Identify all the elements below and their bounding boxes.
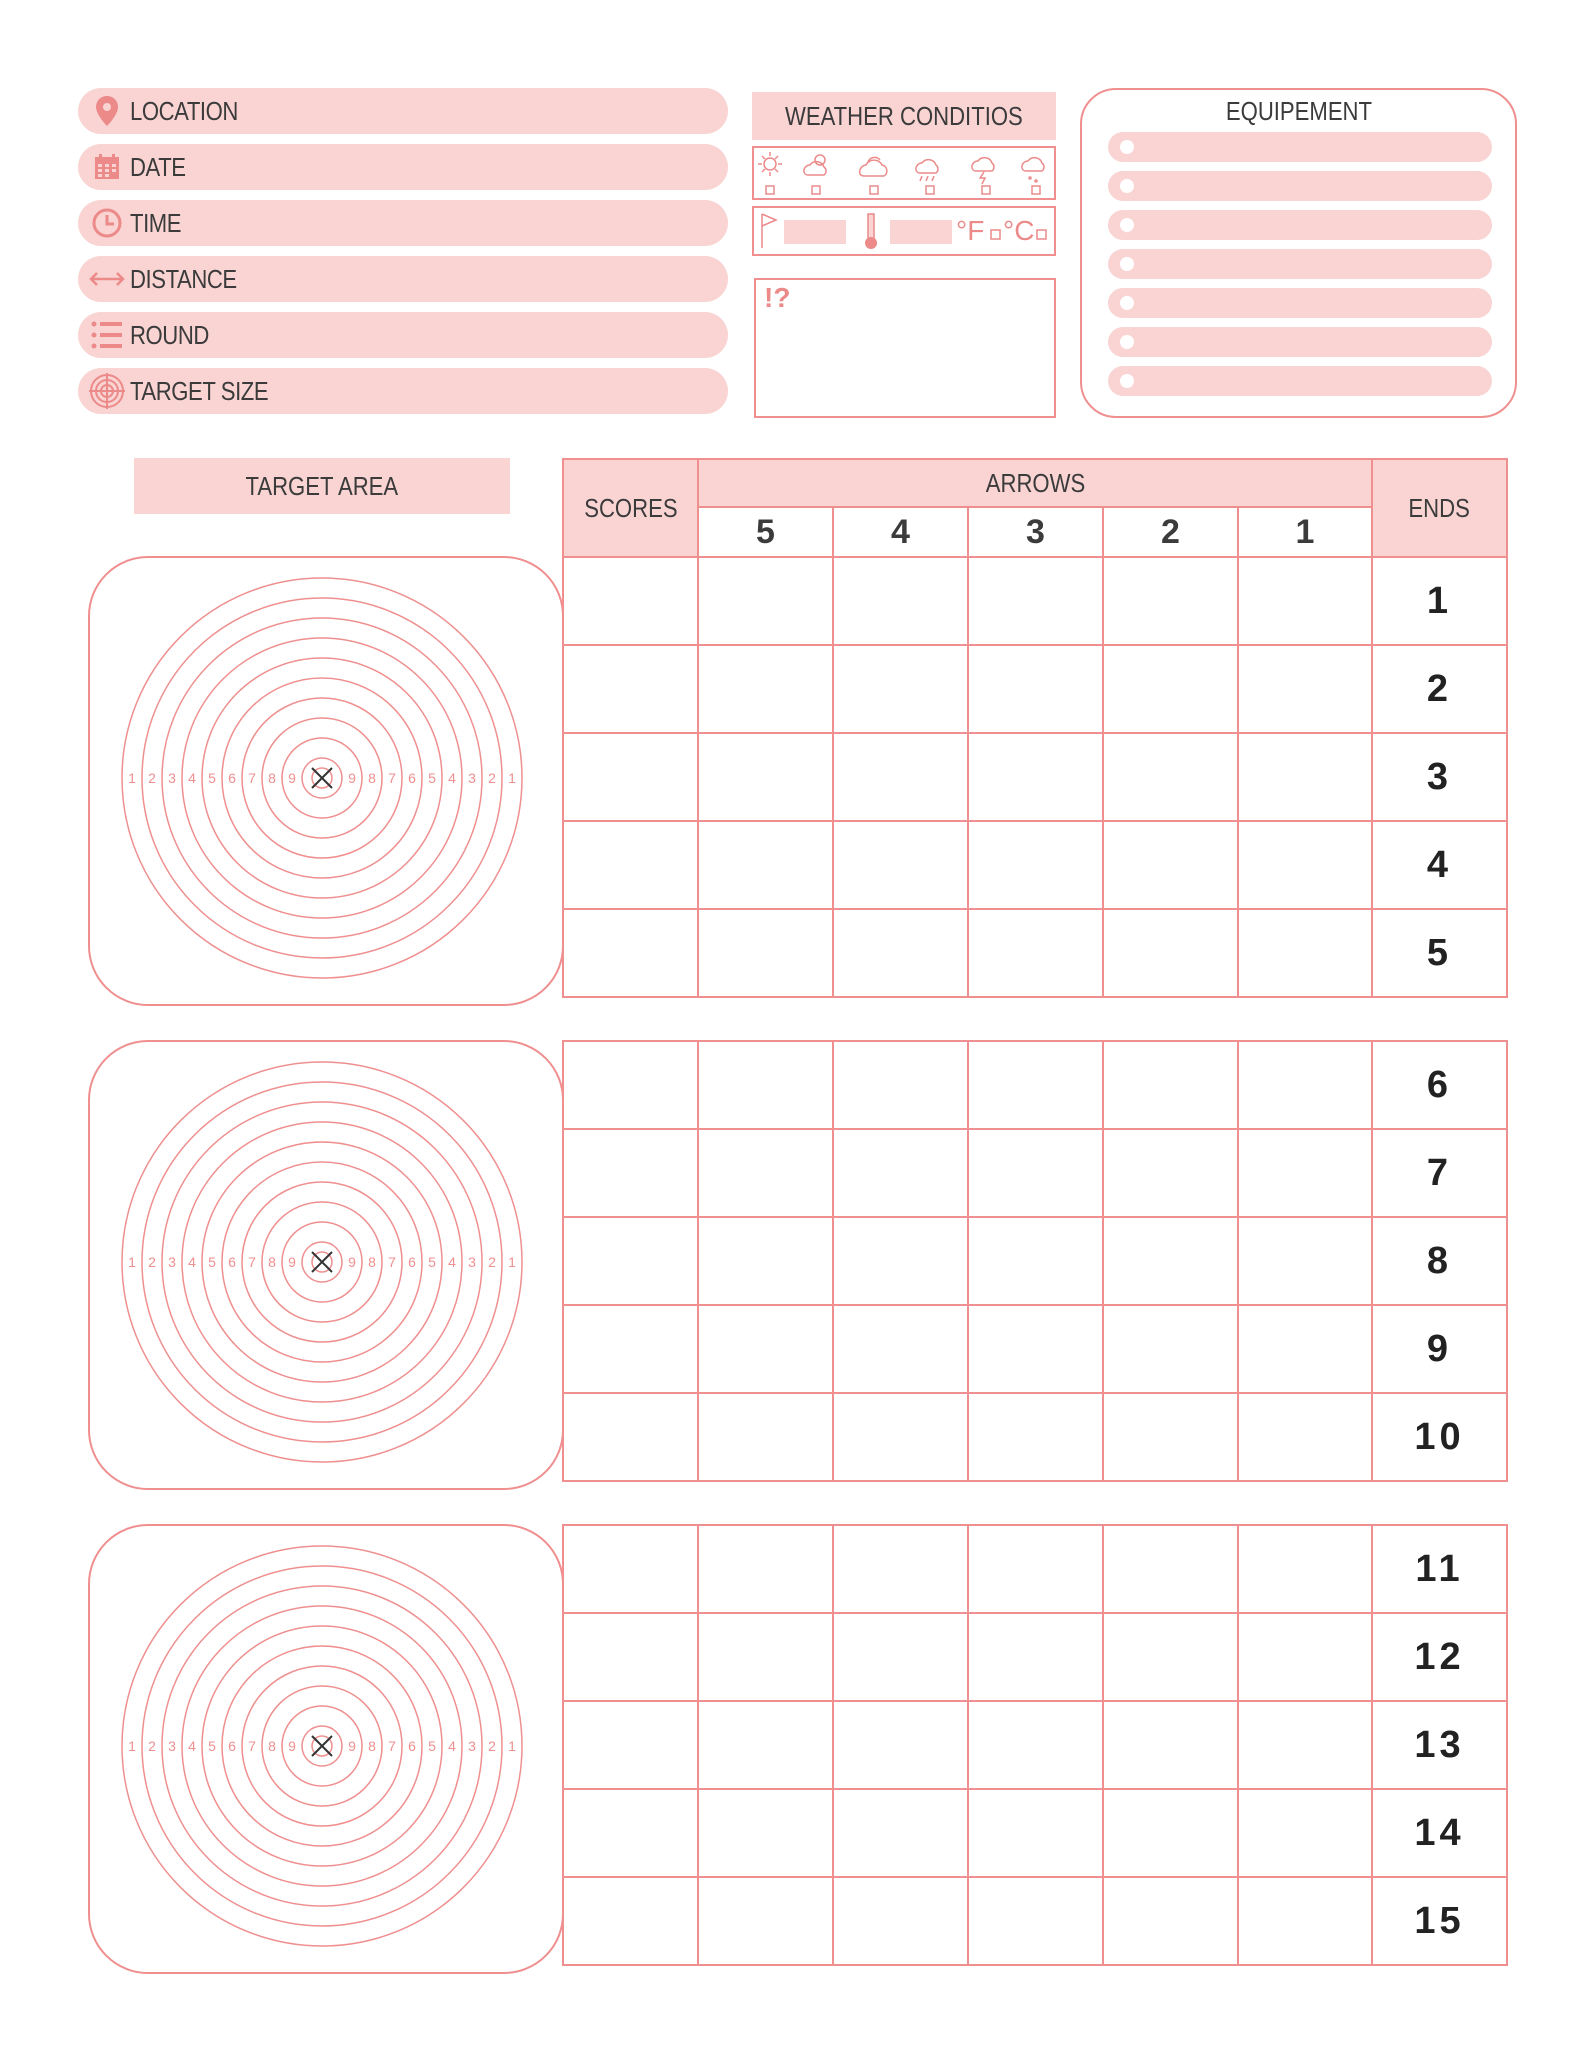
arrow-score-cell[interactable] bbox=[967, 1876, 1104, 1966]
arrow-score-cell[interactable] bbox=[832, 1392, 969, 1482]
arrow-score-cell[interactable] bbox=[1102, 1040, 1239, 1130]
score-cell[interactable] bbox=[562, 1788, 699, 1878]
arrow-score-cell[interactable] bbox=[967, 1040, 1104, 1130]
ring-label: 1 bbox=[128, 770, 136, 786]
arrow-score-cell[interactable] bbox=[1237, 1612, 1373, 1702]
arrow-score-cell[interactable] bbox=[832, 1128, 969, 1218]
arrow-number: 2 bbox=[1102, 506, 1239, 558]
arrow-score-cell[interactable] bbox=[832, 556, 969, 646]
ring-label: 3 bbox=[168, 770, 176, 786]
ends-header: ENDS bbox=[1371, 458, 1508, 558]
arrow-score-cell[interactable] bbox=[697, 1216, 834, 1306]
arrow-score-cell[interactable] bbox=[1237, 556, 1373, 646]
ring-label: 6 bbox=[408, 1254, 416, 1270]
ring-label: 7 bbox=[248, 1254, 256, 1270]
arrow-score-cell[interactable] bbox=[1237, 732, 1373, 822]
arrow-score-cell[interactable] bbox=[697, 644, 834, 734]
thermometer-icon bbox=[865, 214, 877, 249]
arrow-score-cell[interactable] bbox=[967, 732, 1104, 822]
ring-label: 7 bbox=[248, 1738, 256, 1754]
arrow-score-cell[interactable] bbox=[1102, 1392, 1239, 1482]
ring-label: 8 bbox=[268, 1254, 276, 1270]
equipment-line[interactable] bbox=[1108, 249, 1492, 279]
ring-label: 6 bbox=[228, 1738, 236, 1754]
equipment-line[interactable] bbox=[1108, 132, 1492, 162]
score-cell[interactable] bbox=[562, 1216, 699, 1306]
score-cell[interactable] bbox=[562, 644, 699, 734]
arrow-score-cell[interactable] bbox=[967, 1612, 1104, 1702]
score-cell[interactable] bbox=[562, 908, 699, 998]
ring-label: 2 bbox=[488, 1738, 496, 1754]
arrow-score-cell[interactable] bbox=[697, 1128, 834, 1218]
arrow-number: 3 bbox=[967, 506, 1104, 558]
target-center-x-icon bbox=[312, 1252, 332, 1272]
ring-label: 4 bbox=[448, 1738, 456, 1754]
arrow-score-cell[interactable] bbox=[697, 1788, 834, 1878]
scores-header: SCORES bbox=[562, 458, 699, 558]
arrow-score-cell[interactable] bbox=[697, 1304, 834, 1394]
equipment-line[interactable] bbox=[1108, 327, 1492, 357]
arrow-score-cell[interactable] bbox=[697, 1392, 834, 1482]
arrow-score-cell[interactable] bbox=[1102, 908, 1239, 998]
ring-label: 5 bbox=[428, 770, 436, 786]
equipment-line[interactable] bbox=[1108, 288, 1492, 318]
ring-label: 9 bbox=[288, 1738, 296, 1754]
arrow-score-cell[interactable] bbox=[697, 1700, 834, 1790]
arrow-score-cell[interactable] bbox=[967, 644, 1104, 734]
ring-label: 4 bbox=[188, 770, 196, 786]
location-label: LOCATION bbox=[130, 95, 238, 126]
weather-conditions-row bbox=[752, 146, 1056, 200]
rain-icon bbox=[916, 160, 938, 181]
end-number: 12 bbox=[1371, 1612, 1508, 1702]
arrow-score-cell[interactable] bbox=[1102, 820, 1239, 910]
arrow-score-cell[interactable] bbox=[1237, 1128, 1373, 1218]
ring-label: 9 bbox=[348, 1254, 356, 1270]
ring-label: 1 bbox=[508, 1738, 516, 1754]
distance-arrows-icon bbox=[88, 260, 126, 298]
arrow-score-cell[interactable] bbox=[1237, 1392, 1373, 1482]
arrow-score-cell[interactable] bbox=[832, 1040, 969, 1130]
score-cell[interactable] bbox=[562, 820, 699, 910]
celsius-label: °C bbox=[1003, 215, 1035, 246]
clock-icon bbox=[88, 204, 126, 242]
end-number: 9 bbox=[1371, 1304, 1508, 1394]
storm-icon bbox=[972, 158, 994, 184]
ring-label: 6 bbox=[228, 1254, 236, 1270]
ring-label: 4 bbox=[448, 770, 456, 786]
ring-label: 5 bbox=[208, 1738, 216, 1754]
ring-label: 5 bbox=[208, 1254, 216, 1270]
target-card bbox=[88, 1040, 564, 1490]
arrow-score-cell[interactable] bbox=[1237, 1524, 1373, 1614]
ring-label: 2 bbox=[148, 1254, 156, 1270]
arrow-score-cell[interactable] bbox=[967, 1304, 1104, 1394]
arrow-score-cell[interactable] bbox=[1102, 1524, 1239, 1614]
equipment-panel bbox=[1080, 88, 1517, 418]
ring-label: 3 bbox=[468, 1738, 476, 1754]
arrow-score-cell[interactable] bbox=[967, 1700, 1104, 1790]
date-label: DATE bbox=[130, 151, 186, 182]
equipment-title: EQUIPEMENT bbox=[1225, 96, 1372, 126]
ring-label: 9 bbox=[288, 1254, 296, 1270]
arrow-score-cell[interactable] bbox=[1102, 1304, 1239, 1394]
ring-label: 1 bbox=[128, 1738, 136, 1754]
notes-icon: !? bbox=[764, 282, 791, 313]
score-cell[interactable] bbox=[562, 1612, 699, 1702]
arrow-score-cell[interactable] bbox=[967, 908, 1104, 998]
wind-temperature-row bbox=[752, 206, 1056, 256]
arrow-score-cell[interactable] bbox=[832, 732, 969, 822]
arrow-score-cell[interactable] bbox=[697, 908, 834, 998]
distance-label: DISTANCE bbox=[130, 263, 237, 294]
arrow-score-cell[interactable] bbox=[967, 820, 1104, 910]
target-area-header: TARGET AREA bbox=[134, 458, 510, 514]
end-number: 10 bbox=[1371, 1392, 1508, 1482]
arrow-score-cell[interactable] bbox=[1237, 1040, 1373, 1130]
weather-notes-box[interactable] bbox=[754, 278, 1056, 418]
arrow-score-cell[interactable] bbox=[1237, 1876, 1373, 1966]
arrow-score-cell[interactable] bbox=[967, 1392, 1104, 1482]
ring-label: 3 bbox=[468, 1254, 476, 1270]
ring-label: 2 bbox=[488, 770, 496, 786]
arrow-score-cell[interactable] bbox=[967, 1524, 1104, 1614]
arrow-score-cell[interactable] bbox=[832, 1216, 969, 1306]
score-cell[interactable] bbox=[562, 1876, 699, 1966]
arrow-score-cell[interactable] bbox=[832, 644, 969, 734]
partly-cloudy-icon bbox=[804, 155, 826, 175]
score-cell[interactable] bbox=[562, 556, 699, 646]
ring-label: 6 bbox=[408, 770, 416, 786]
round-field[interactable] bbox=[78, 312, 728, 358]
end-number: 5 bbox=[1371, 908, 1508, 998]
arrow-score-cell[interactable] bbox=[832, 1304, 969, 1394]
score-cell[interactable] bbox=[562, 1524, 699, 1614]
target-face[interactable] bbox=[90, 1526, 562, 1972]
arrow-score-cell[interactable] bbox=[1237, 820, 1373, 910]
score-cell[interactable] bbox=[562, 1392, 699, 1482]
ring-label: 9 bbox=[348, 770, 356, 786]
target-center-x-icon bbox=[312, 1736, 332, 1756]
ring-label: 8 bbox=[368, 1738, 376, 1754]
ring-label: 2 bbox=[488, 1254, 496, 1270]
arrow-score-cell[interactable] bbox=[832, 820, 969, 910]
arrow-score-cell[interactable] bbox=[697, 732, 834, 822]
target-card bbox=[88, 556, 564, 1006]
ring-label: 3 bbox=[468, 770, 476, 786]
equipment-line[interactable] bbox=[1108, 366, 1492, 396]
date-field[interactable] bbox=[78, 144, 728, 190]
end-number: 1 bbox=[1371, 556, 1508, 646]
end-number: 11 bbox=[1371, 1524, 1508, 1614]
arrow-score-cell[interactable] bbox=[697, 1040, 834, 1130]
ring-label: 7 bbox=[388, 770, 396, 786]
ring-label: 1 bbox=[508, 1254, 516, 1270]
ring-label: 4 bbox=[188, 1254, 196, 1270]
arrow-score-cell[interactable] bbox=[967, 1788, 1104, 1878]
score-cell[interactable] bbox=[562, 1040, 699, 1130]
arrow-number: 5 bbox=[697, 506, 834, 558]
ring-label: 8 bbox=[268, 1738, 276, 1754]
target-card bbox=[88, 1524, 564, 1974]
ring-label: 8 bbox=[268, 770, 276, 786]
end-number: 6 bbox=[1371, 1040, 1508, 1130]
equipment-line[interactable] bbox=[1108, 210, 1492, 240]
arrow-score-cell[interactable] bbox=[697, 820, 834, 910]
ring-label: 7 bbox=[388, 1254, 396, 1270]
ring-label: 7 bbox=[388, 1738, 396, 1754]
target-size-field[interactable] bbox=[78, 368, 728, 414]
target-size-label: TARGET SIZE bbox=[130, 375, 269, 406]
arrow-score-cell[interactable] bbox=[832, 1700, 969, 1790]
arrow-score-cell[interactable] bbox=[832, 908, 969, 998]
ring-label: 5 bbox=[208, 770, 216, 786]
ring-label: 2 bbox=[148, 770, 156, 786]
snow-icon bbox=[1022, 158, 1044, 182]
arrow-score-cell[interactable] bbox=[832, 1788, 969, 1878]
arrow-score-cell[interactable] bbox=[697, 1876, 834, 1966]
weather-header: WEATHER CONDITIOS bbox=[752, 92, 1056, 140]
arrow-score-cell[interactable] bbox=[1102, 556, 1239, 646]
arrow-score-cell[interactable] bbox=[832, 1876, 969, 1966]
arrow-score-cell[interactable] bbox=[1102, 1700, 1239, 1790]
arrow-score-cell[interactable] bbox=[1102, 644, 1239, 734]
sun-icon bbox=[758, 152, 782, 176]
arrow-score-cell[interactable] bbox=[1102, 1216, 1239, 1306]
score-cell[interactable] bbox=[562, 1700, 699, 1790]
ring-label: 6 bbox=[228, 770, 236, 786]
arrow-number: 4 bbox=[832, 506, 969, 558]
arrow-score-cell[interactable] bbox=[1237, 1216, 1373, 1306]
equipment-line[interactable] bbox=[1108, 171, 1492, 201]
fahrenheit-label: °F bbox=[956, 215, 985, 246]
ring-label: 5 bbox=[428, 1254, 436, 1270]
end-number: 2 bbox=[1371, 644, 1508, 734]
arrow-score-cell[interactable] bbox=[1237, 1700, 1373, 1790]
arrow-score-cell[interactable] bbox=[832, 1524, 969, 1614]
ring-label: 9 bbox=[288, 770, 296, 786]
end-number: 3 bbox=[1371, 732, 1508, 822]
round-label: ROUND bbox=[130, 319, 209, 350]
end-number: 15 bbox=[1371, 1876, 1508, 1966]
end-number: 8 bbox=[1371, 1216, 1508, 1306]
arrow-score-cell[interactable] bbox=[1237, 1304, 1373, 1394]
arrow-score-cell[interactable] bbox=[1102, 1612, 1239, 1702]
arrow-score-cell[interactable] bbox=[1102, 1876, 1239, 1966]
distance-field[interactable] bbox=[78, 256, 728, 302]
location-pin-icon bbox=[88, 92, 126, 130]
ring-label: 7 bbox=[248, 770, 256, 786]
target-crosshair-icon bbox=[88, 372, 126, 410]
arrow-score-cell[interactable] bbox=[967, 1216, 1104, 1306]
time-field[interactable] bbox=[78, 200, 728, 246]
location-field[interactable] bbox=[78, 88, 728, 134]
score-cell[interactable] bbox=[562, 732, 699, 822]
arrow-score-cell[interactable] bbox=[967, 556, 1104, 646]
ring-label: 9 bbox=[348, 1738, 356, 1754]
score-cell[interactable] bbox=[562, 1304, 699, 1394]
wind-flag-icon bbox=[762, 214, 776, 248]
ring-label: 1 bbox=[128, 1254, 136, 1270]
ring-label: 4 bbox=[188, 1738, 196, 1754]
arrow-score-cell[interactable] bbox=[1102, 1128, 1239, 1218]
target-face[interactable] bbox=[90, 1042, 562, 1488]
end-number: 14 bbox=[1371, 1788, 1508, 1878]
arrow-score-cell[interactable] bbox=[1102, 732, 1239, 822]
arrow-score-cell[interactable] bbox=[1102, 1788, 1239, 1878]
arrow-number: 1 bbox=[1237, 506, 1373, 558]
end-number: 13 bbox=[1371, 1700, 1508, 1790]
arrow-score-cell[interactable] bbox=[1237, 908, 1373, 998]
list-icon bbox=[88, 316, 126, 354]
arrow-score-cell[interactable] bbox=[697, 1612, 834, 1702]
ring-label: 1 bbox=[508, 770, 516, 786]
arrow-score-cell[interactable] bbox=[697, 556, 834, 646]
end-number: 7 bbox=[1371, 1128, 1508, 1218]
time-label: TIME bbox=[130, 207, 182, 238]
calendar-icon bbox=[88, 148, 126, 186]
arrows-header: ARROWS bbox=[697, 458, 1373, 508]
arrow-score-cell[interactable] bbox=[1237, 1788, 1373, 1878]
arrow-score-cell[interactable] bbox=[832, 1612, 969, 1702]
ring-label: 5 bbox=[428, 1738, 436, 1754]
ring-label: 6 bbox=[408, 1738, 416, 1754]
score-cell[interactable] bbox=[562, 1128, 699, 1218]
ring-label: 3 bbox=[168, 1254, 176, 1270]
target-center-x-icon bbox=[312, 768, 332, 788]
ring-label: 3 bbox=[168, 1738, 176, 1754]
ring-label: 8 bbox=[368, 770, 376, 786]
target-face[interactable] bbox=[90, 558, 562, 1004]
arrow-score-cell[interactable] bbox=[1237, 644, 1373, 734]
ring-label: 4 bbox=[448, 1254, 456, 1270]
ring-label: 8 bbox=[368, 1254, 376, 1270]
arrow-score-cell[interactable] bbox=[697, 1524, 834, 1614]
arrow-score-cell[interactable] bbox=[967, 1128, 1104, 1218]
cloudy-icon bbox=[860, 157, 887, 176]
end-number: 4 bbox=[1371, 820, 1508, 910]
ring-label: 2 bbox=[148, 1738, 156, 1754]
